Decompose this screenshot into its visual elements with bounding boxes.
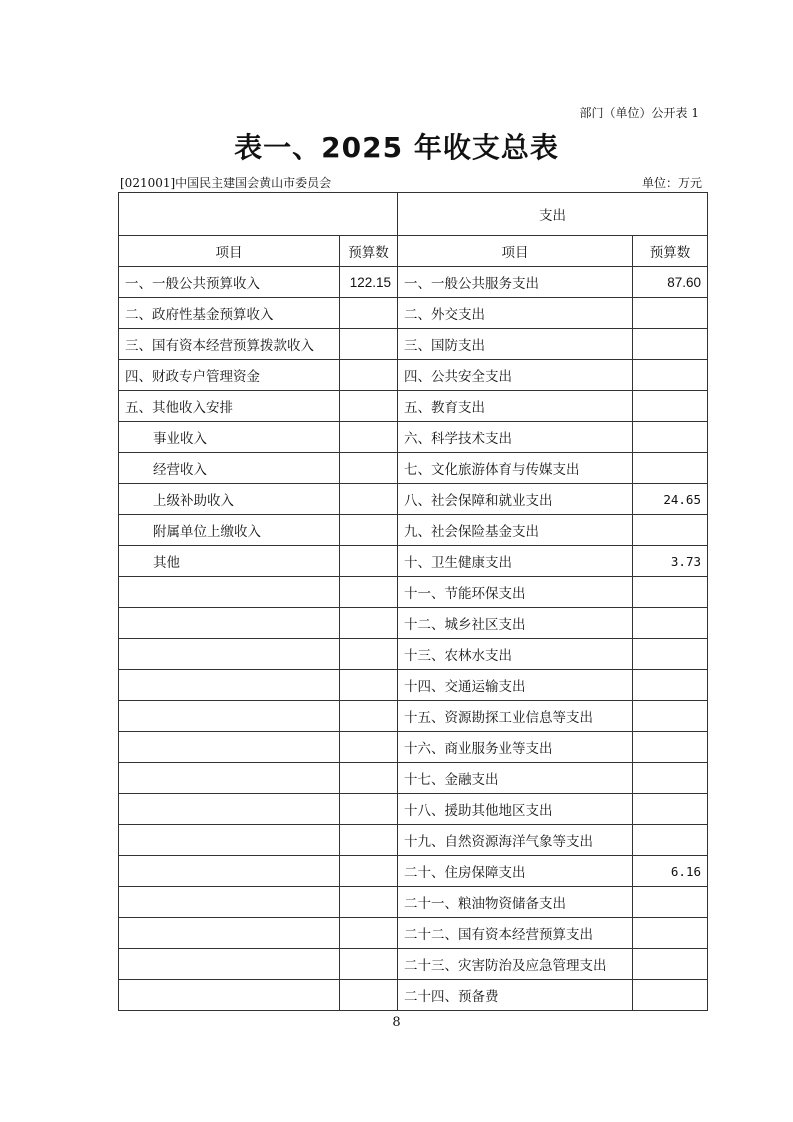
expense-item-column-header: 项目: [398, 236, 633, 267]
expense-item-cell: 十七、金融支出: [398, 763, 633, 794]
income-item-cell: [119, 577, 340, 608]
income-item-cell: 一、一般公共预算收入: [119, 267, 340, 298]
budget-summary-table: [118, 192, 708, 1011]
income-value-cell: [340, 298, 398, 329]
table-row: [119, 422, 708, 453]
expense-item-cell: 二十四、预备费: [398, 980, 633, 1011]
table-row: [119, 608, 708, 639]
income-value-cell: [340, 856, 398, 887]
expense-item-cell: 五、教育支出: [398, 391, 633, 422]
table-row: [119, 639, 708, 670]
income-value-cell: [340, 949, 398, 980]
income-item-cell: 经营收入: [119, 453, 340, 484]
income-item-cell: 四、财政专户管理资金: [119, 360, 340, 391]
income-item-cell: [119, 887, 340, 918]
expense-value-cell: [633, 887, 708, 918]
expense-value-cell: 24.65: [633, 484, 708, 515]
expense-value-cell: [633, 825, 708, 856]
income-value-cell: [340, 670, 398, 701]
table-row: [119, 360, 708, 391]
income-value-cell: [340, 577, 398, 608]
expense-value-cell: 3.73: [633, 546, 708, 577]
income-item-cell: [119, 980, 340, 1011]
income-value-cell: [340, 794, 398, 825]
expense-item-cell: 二十二、国有资本经营预算支出: [398, 918, 633, 949]
table-row: [119, 267, 708, 298]
income-value-cell: [340, 701, 398, 732]
income-item-cell: [119, 763, 340, 794]
income-item-cell: [119, 701, 340, 732]
income-item-cell: 二、政府性基金预算收入: [119, 298, 340, 329]
table-row: [119, 763, 708, 794]
table-row: [119, 856, 708, 887]
expense-item-cell: 六、科学技术支出: [398, 422, 633, 453]
unit-org: [021001]中国民主建国会黄山市委员会: [120, 176, 332, 190]
expense-item-cell: 十三、农林水支出: [398, 639, 633, 670]
income-item-cell: 上级补助收入: [119, 484, 340, 515]
page-title: 表一、2025 年收支总表: [234, 131, 559, 164]
header-row-columns: [119, 236, 708, 267]
income-item-column-header: 项目: [119, 236, 340, 267]
income-item-cell: [119, 949, 340, 980]
income-item-cell: 其他: [119, 546, 340, 577]
expense-item-cell: 十二、城乡社区支出: [398, 608, 633, 639]
expense-value-cell: [633, 515, 708, 546]
income-item-cell: [119, 670, 340, 701]
income-value-cell: [340, 515, 398, 546]
table-body: [119, 193, 708, 1011]
table-row: [119, 825, 708, 856]
expense-value-cell: 6.16: [633, 856, 708, 887]
page-number: 8: [392, 1015, 401, 1030]
income-value-cell: [340, 546, 398, 577]
income-item-cell: 三、国有资本经营预算拨款收入: [119, 329, 340, 360]
expense-value-cell: [633, 918, 708, 949]
expense-value-cell: [633, 360, 708, 391]
expense-budget-column-header: 预算数: [633, 236, 708, 267]
expense-item-cell: 八、社会保障和就业支出: [398, 484, 633, 515]
income-item-cell: [119, 856, 340, 887]
expense-item-cell: 十八、援助其他地区支出: [398, 794, 633, 825]
income-item-cell: [119, 825, 340, 856]
expense-value-cell: [633, 329, 708, 360]
income-value-cell: [340, 484, 398, 515]
income-value-cell: [340, 980, 398, 1011]
expense-value-cell: [633, 701, 708, 732]
expense-item-cell: 十四、交通运输支出: [398, 670, 633, 701]
expense-item-cell: 三、国防支出: [398, 329, 633, 360]
income-item-cell: 五、其他收入安排: [119, 391, 340, 422]
table-row: [119, 670, 708, 701]
income-item-cell: [119, 608, 340, 639]
expense-item-cell: 二、外交支出: [398, 298, 633, 329]
income-item-cell: [119, 732, 340, 763]
form-code: 部门（单位）公开表 1: [579, 106, 699, 120]
income-item-cell: [119, 794, 340, 825]
expense-value-cell: [633, 670, 708, 701]
expense-value-cell: [633, 949, 708, 980]
income-value-cell: [340, 763, 398, 794]
table-row: [119, 701, 708, 732]
income-value-cell: [340, 422, 398, 453]
income-value-cell: [340, 732, 398, 763]
income-value-cell: [340, 639, 398, 670]
income-budget-column-header: 预算数: [340, 236, 398, 267]
income-value-cell: 122.15: [340, 267, 398, 298]
expense-item-cell: 十一、节能环保支出: [398, 577, 633, 608]
unit-line: [120, 174, 702, 191]
expense-item-cell: 四、公共安全支出: [398, 360, 633, 391]
expense-value-cell: [633, 980, 708, 1011]
income-value-cell: [340, 329, 398, 360]
income-item-cell: [119, 639, 340, 670]
expense-item-cell: 二十三、灾害防治及应急管理支出: [398, 949, 633, 980]
table-row: [119, 732, 708, 763]
expense-value-cell: [633, 608, 708, 639]
table-row: [119, 794, 708, 825]
expense-value-cell: [633, 794, 708, 825]
expense-item-cell: 十五、资源勘探工业信息等支出: [398, 701, 633, 732]
expense-item-cell: 七、文化旅游体育与传媒支出: [398, 453, 633, 484]
expense-item-cell: 一、一般公共服务支出: [398, 267, 633, 298]
header-row-sections: [119, 193, 708, 236]
expense-item-cell: 九、社会保险基金支出: [398, 515, 633, 546]
expense-value-cell: [633, 763, 708, 794]
unit-measure: 单位：万元: [641, 176, 702, 190]
income-item-cell: 事业收入: [119, 422, 340, 453]
table-row: [119, 949, 708, 980]
expense-item-cell: 二十、住房保障支出: [398, 856, 633, 887]
income-value-cell: [340, 453, 398, 484]
expense-item-cell: 十九、自然资源海洋气象等支出: [398, 825, 633, 856]
expense-item-cell: 十、卫生健康支出: [398, 546, 633, 577]
expense-value-cell: [633, 453, 708, 484]
income-value-cell: [340, 887, 398, 918]
income-value-cell: [340, 608, 398, 639]
income-value-cell: [340, 360, 398, 391]
income-item-cell: [119, 918, 340, 949]
expense-value-cell: [633, 732, 708, 763]
expense-value-cell: 87.60: [633, 267, 708, 298]
table-row: [119, 484, 708, 515]
expense-value-cell: [633, 639, 708, 670]
income-item-cell: 附属单位上缴收入: [119, 515, 340, 546]
table-row: [119, 298, 708, 329]
expense-item-cell: 十六、商业服务业等支出: [398, 732, 633, 763]
table-row: [119, 577, 708, 608]
income-section-header: [119, 193, 398, 236]
table-row: [119, 515, 708, 546]
table-row: [119, 546, 708, 577]
expense-value-cell: [633, 298, 708, 329]
table-row: [119, 391, 708, 422]
expense-value-cell: [633, 422, 708, 453]
expense-value-cell: [633, 577, 708, 608]
income-value-cell: [340, 825, 398, 856]
table-row: [119, 329, 708, 360]
income-value-cell: [340, 918, 398, 949]
expense-section-header: 支出: [398, 193, 708, 236]
table-row: [119, 980, 708, 1011]
table-row: [119, 453, 708, 484]
table-row: [119, 918, 708, 949]
expense-item-cell: 二十一、粮油物资储备支出: [398, 887, 633, 918]
table-row: [119, 887, 708, 918]
expense-value-cell: [633, 391, 708, 422]
income-value-cell: [340, 391, 398, 422]
